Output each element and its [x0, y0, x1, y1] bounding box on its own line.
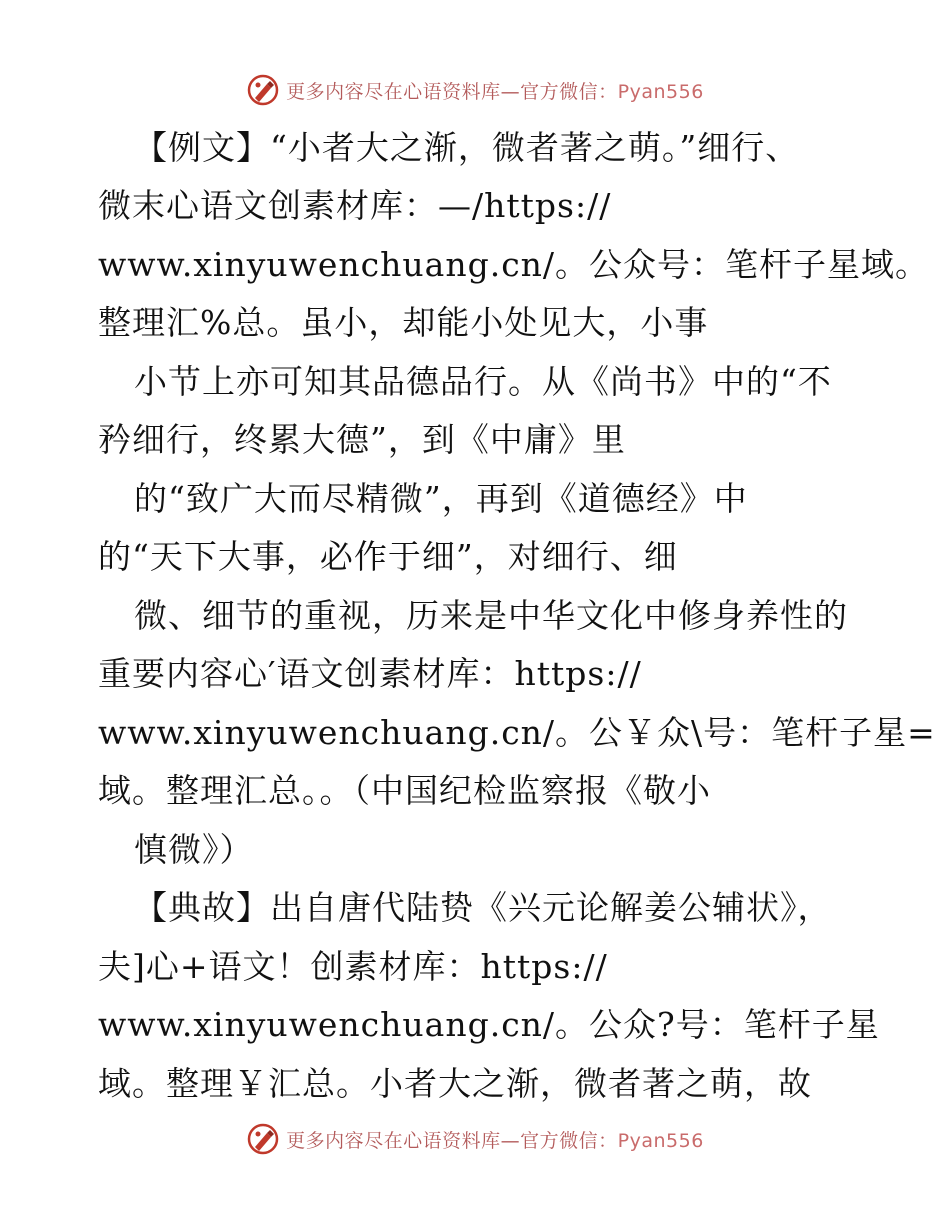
footer-banner [0, 1121, 950, 1157]
body-line: 域。整理￥汇总。小者大之渐，微者著之萌，故 [98, 1064, 812, 1103]
body-line: 的“天下大事，必作于细”，对细行、细 [98, 537, 678, 576]
body-line: 微末心语文创素材库：—/https:// [98, 186, 612, 225]
banner-text [286, 1126, 704, 1153]
wechat-id: Pyan556 [617, 80, 704, 103]
body-line: 域。整理汇总。。（中国纪检监察报《敬小 [98, 771, 711, 810]
body-line: 重要内容心′语文创素材库：https:// [98, 654, 642, 693]
body-line: 的“致广大而尽精微”，再到《道德经》中 [134, 479, 748, 518]
body-line: www.xinyuwenchuang.cn/。公众号：笔杆子星域。 [98, 245, 930, 284]
body-line: 【典故】出自唐代陆贽《兴元论解姜公辅状》， [134, 888, 832, 927]
banner-label: 更多内容尽在心语资料库—官方微信： [286, 80, 618, 103]
body-line: 小节上亦可知其品德品行。从《尚书》中的“不 [134, 362, 832, 401]
body-line: 【例文】“小者大之渐，微者著之萌。”细行、 [134, 128, 800, 167]
pen-logo-icon [246, 1122, 280, 1156]
banner-label: 更多内容尽在心语资料库—官方微信： [286, 1129, 618, 1152]
body-line: 慎微》） [134, 830, 254, 869]
body-line: www.xinyuwenchuang.cn/。公￥众\号：笔杆子星= [98, 713, 936, 752]
wechat-id: Pyan556 [617, 1129, 704, 1152]
body-line: 夫]心+语文！创素材库：https:// [98, 947, 608, 986]
body-line: 矜细行，终累大德”，到《中庸》里 [98, 420, 626, 459]
body-line: 整理汇%总。虽小，却能小处见大，小事 [98, 303, 709, 342]
body-line: 微、细节的重视，历来是中华文化中修身养性的 [134, 596, 848, 635]
body-line: www.xinyuwenchuang.cn/。公众?号：笔杆子星 [98, 1005, 880, 1044]
